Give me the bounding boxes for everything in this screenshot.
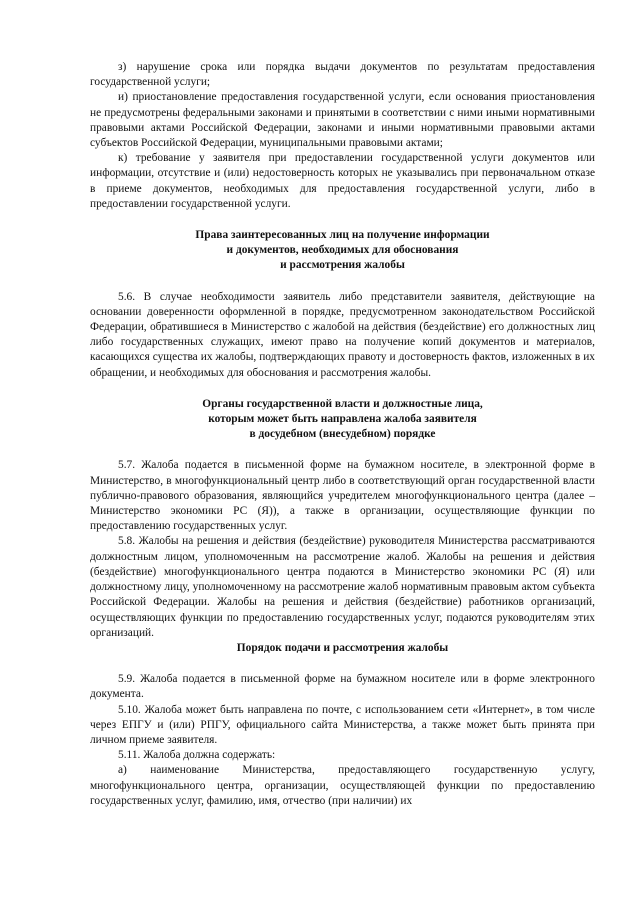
heading-line: Порядок подачи и рассмотрения жалобы	[236, 641, 449, 654]
paragraph-k: к) требование у заявителя при предоставлении государственной услуги документов или информации, отсутствие и (или) недостоверность которых не указывались при первоначальном отказе в приеме документов, необходимых для предоставления государственной услуги, либо в предоставлении государственной услуги.	[90, 152, 595, 210]
paragraph-5-8: 5.8. Жалобы на решения и действия (бездействие) руководителя Министерства рассматриваются должностным лицом, уполномоченным на рассмотрение жалоб. Жалобы на решения и действия (бездействие) многофункционального центра подаются в Министерство экономики РС (Я) или должностному лицу, уполномоченному на рассмотрение жалоб нормативным правовым актом субъекта Российской Федерации. Жалобы на решения и действия (бездействие) работников организаций, осуществляющих функции по предоставлению государственных услуг, подаются руководителям этих организаций.	[90, 535, 595, 639]
paragraph-5-11: 5.11. Жалоба должна содержать:	[118, 749, 276, 762]
heading-line: которым может быть направлена жалоба заявителя	[208, 413, 477, 426]
paragraph-5-6: 5.6. В случае необходимости заявитель либо представители заявителя, действующие на основании доверенности оформленной в порядке, предусмотренном законодательством Российской Федерации, обратившиеся в Министерство с жалобой на действия (бездействие) его должностных лиц либо государственных служащих, имеют право на получение копий документов и материалов, касающихся существа их жалобы, подтверждающих правоту и достоверность фактов, изложенных в их обращении, и необходимых для обоснования и рассмотрения жалобы.	[90, 290, 595, 379]
section-heading-procedure	[90, 641, 595, 656]
paragraph-i: и) приостановление предоставления государственной услуги, если основания приостановления не предусмотрены федеральными законами и принятыми в соответствии с ними иными нормативными правовыми актами Российской Федерации, законами и иными нормативными правовыми актами субъектов Российской Федерации, муниципальными правовыми актами;	[90, 91, 595, 150]
heading-line: и рассмотрения жалобы	[280, 259, 405, 272]
section-heading-rights	[90, 228, 595, 274]
heading-line: и документов, необходимых для обоснования	[226, 244, 459, 257]
paragraph-5-7: 5.7. Жалоба подается в письменной форме на бумажном носителе, в электронной форме в Министерство, в многофункциональный центр либо в соответствующий орган государственной власти публично-правового образования, являющийся учредителем многофункционального центра (далее –Министерство экономики РС (Я)), а также в организации, осуществляющие функции по предоставлению государственных услуг.	[90, 459, 595, 533]
paragraph-a: а) наименование Министерства, предоставляющего государственную услугу, многофункционального центра, организации, осуществляющей функции по предоставлению государственных услуг, фамилию, имя, отчество (при наличии) их	[90, 764, 595, 807]
heading-line: Права заинтересованных лиц на получение информации	[195, 229, 490, 242]
paragraph-5-10: 5.10. Жалоба может быть направлена по почте, с использованием сети «Интернет», в том числе через ЕПГУ и (или) РПГУ, официального сайта Министерства, а также может быть принята при личном приеме заявителя.	[90, 703, 595, 746]
heading-line: в досудебном (внесудебном) порядке	[249, 428, 436, 441]
section-heading-authorities	[90, 397, 595, 443]
paragraph-5-9: 5.9. Жалоба подается в письменной форме на бумажном носителе или в форме электронного документа.	[90, 673, 595, 701]
document-page	[90, 60, 595, 809]
paragraph-z: з) нарушение срока или порядка выдачи документов по результатам предоставления государственной услуги;	[90, 61, 595, 89]
heading-line: Органы государственной власти и должностные лица,	[202, 397, 483, 410]
